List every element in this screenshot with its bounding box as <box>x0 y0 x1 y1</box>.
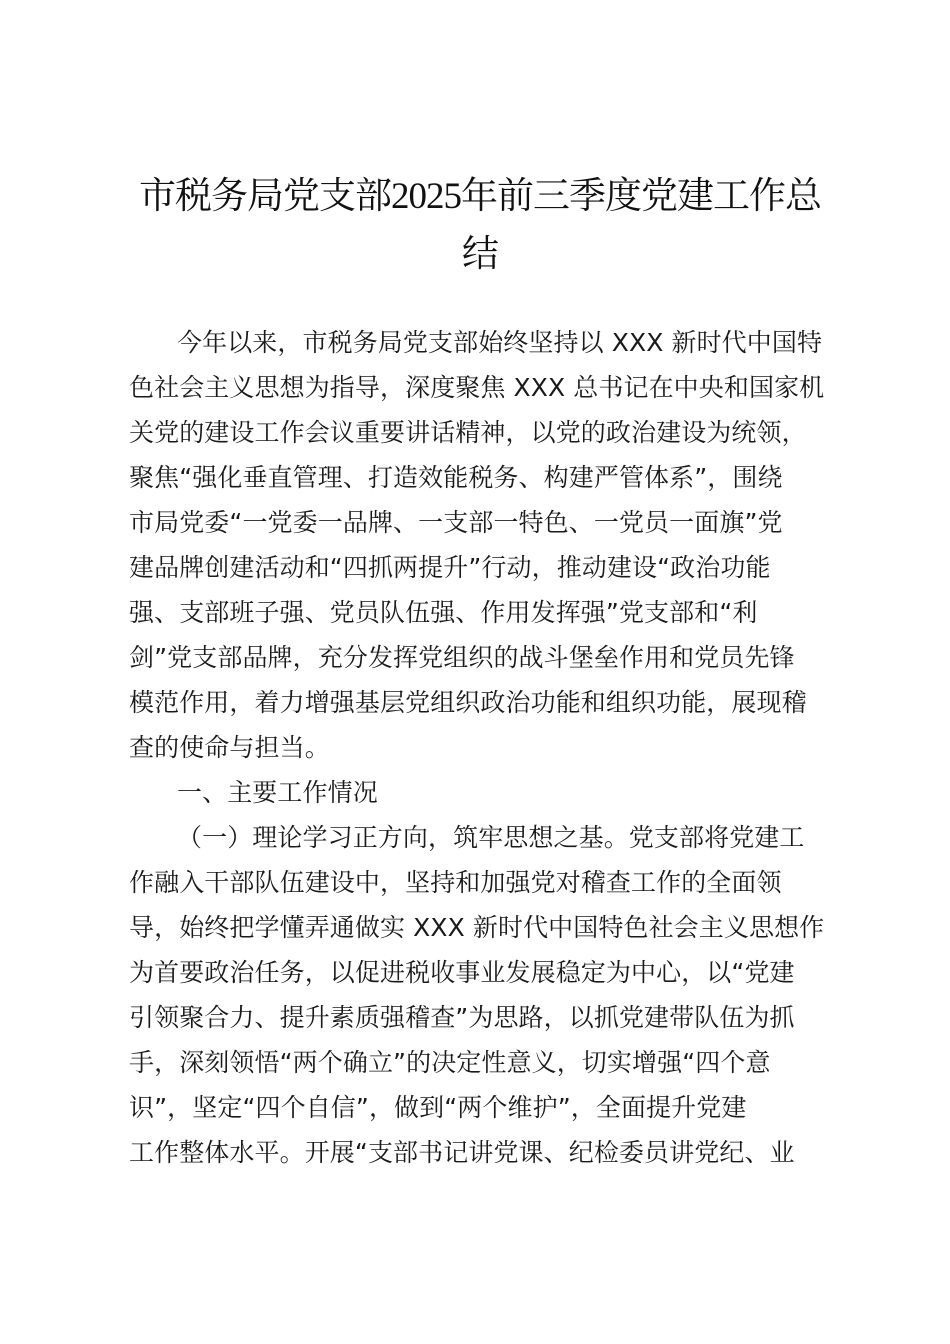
text-line: 市局党委“一党委一品牌、一支部一特色、一党员一面旗”党 <box>129 508 783 537</box>
text-line: 工作整体水平。开展“支部书记讲党课、纪检委员讲党纪、业 <box>129 1138 795 1167</box>
section-paragraph <box>129 815 849 1175</box>
intro-paragraph <box>129 320 849 770</box>
text-line: 强、支部班子强、党员队伍强、作用发挥强”党支部和“利 <box>129 598 758 627</box>
text-line: 引领聚合力、提升素质强稽查”为思路，以抓党建带队伍为抓 <box>129 1003 795 1032</box>
text-line: 查的使命与担当。 <box>129 733 330 762</box>
section-heading <box>129 770 849 815</box>
text-line: 今年以来，市税务局党支部始终坚持以 XXX 新时代中国特 <box>177 328 823 357</box>
text-line: 作融入干部队伍建设中，坚持和加强党对稽查工作的全面领 <box>129 868 782 897</box>
text-line: 模范作用，着力增强基层党组织政治功能和组织功能，展现稽 <box>129 688 807 717</box>
title-line: 结 <box>462 234 498 275</box>
text-line: 识”，坚定“四个自信”，做到“两个维护”，全面提升党建 <box>129 1093 747 1122</box>
text-line: 手，深刻领悟“两个确立”的决定性意义，切实增强“四个意 <box>129 1048 771 1077</box>
title-line: 市税务局党支部2025年前三季度党建工作总 <box>139 176 821 217</box>
text-line: （一）理论学习正方向，筑牢思想之基。党支部将党建工 <box>177 823 805 852</box>
text-line: 色社会主义思想为指导，深度聚焦 XXX 总书记在中央和国家机 <box>129 373 825 402</box>
text-line: 聚焦“强化垂直管理、打造效能税务、构建严管体系”，围绕 <box>129 463 783 492</box>
text-line: 关党的建设工作会议重要讲话精神，以党的政治建设为统领， <box>129 418 807 447</box>
heading-line: 一、主要工作情况 <box>177 778 378 807</box>
document-body <box>129 320 849 1175</box>
document-title <box>120 168 840 284</box>
text-line: 为首要政治任务，以促进税收事业发展稳定为中心，以“党建 <box>129 958 795 987</box>
text-line: 导，始终把学懂弄通做实 XXX 新时代中国特色社会主义思想作 <box>129 913 825 942</box>
text-line: 剑”党支部品牌，充分发挥党组织的战斗堡垒作用和党员先锋 <box>129 643 795 672</box>
text-line: 建品牌创建活动和“四抓两提升”行动，推动建设“政治功能 <box>129 553 771 582</box>
